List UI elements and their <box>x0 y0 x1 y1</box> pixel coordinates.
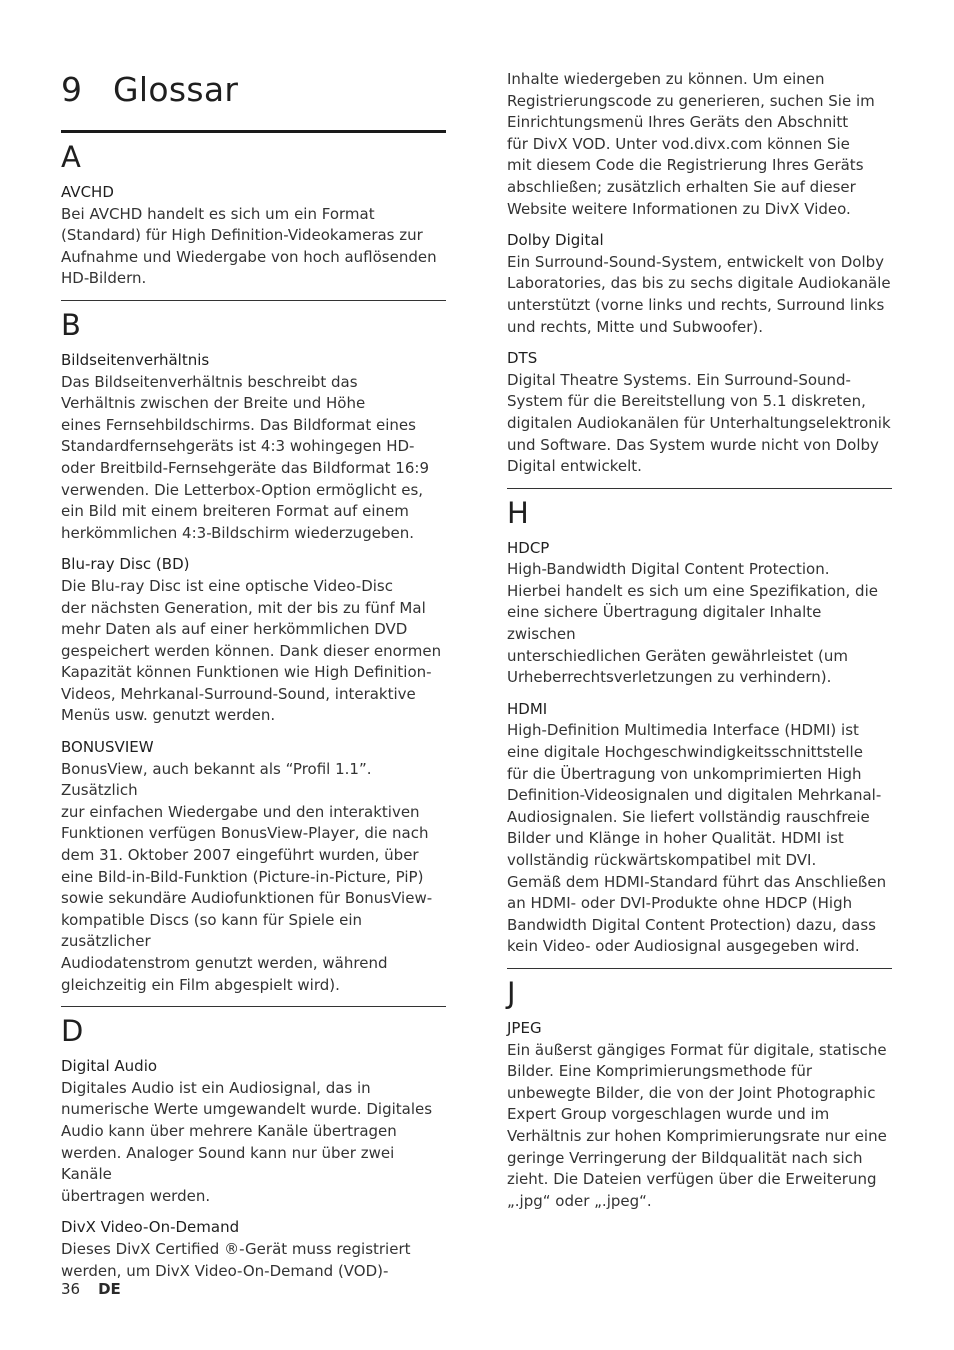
glossary-definition: Bei AVCHD handelt es sich um ein Format (Standard) für High Definition-Videokameras zur Aufnahme und Wiedergabe von hoch auflösenden HD-Bildern. <box>61 204 437 288</box>
glossary-definition: High-Bandwidth Digital Content Protection. Hierbei handelt es sich um eine Spezifikation, die eine sichere Übertragung digitaler Inhalte zwischen unterschiedlichen Geräten gewährleistet (um Urheberrechtsverletzungen zu verhindern). <box>507 560 878 687</box>
glossary-term: DivX Video-On-Demand <box>61 1218 240 1237</box>
glossary-definition: Digitales Audio ist ein Audiosignal, das in numerische Werte umgewandelt wurde. Digitales Audio kann über mehrere Kanäle übertragen werden. Analoger Sound kann nur über zwei Kanäle übertragen werden. <box>61 1078 433 1205</box>
glossary-definition: Ein äußerst gängiges Format für digitale, statische Bilder. Eine Komprimierungsmethode für unbewegte Bilder, die von der Joint Photographic Expert Group vorgeschlagen wurde und im Verhältnis zur hohen Komprimierungsrate nur eine geringe Verringerung der Bildqualität nach sich zieht. Die Dateien verfügen über die Erweiterung „.jpg“ oder „.jpeg“. <box>507 1040 887 1210</box>
glossary-section-j <box>507 977 892 1212</box>
glossary-definition: Das Bildseitenverhältnis beschreibt das Verhältnis zwischen der Breite und Höhe eines Fernsehbildschirms. Das Bildformat eines Standardfernsehgeräts ist 4:3 wohingegen HD- oder Breitbild-Fernsehgeräte das Bildformat 16:9 verwenden. Die Letterbox-Option ermöglicht es, ein Bild mit einem breiteren Format auf einem herkömmlichen 4:3-Bildschirm wiederzugeben. <box>61 372 429 542</box>
glossary-term: HDMI <box>507 699 548 718</box>
glossary-section-a <box>61 141 446 290</box>
glossary-term: Bildseitenverhältnis <box>61 350 210 369</box>
chapter-heading <box>61 72 446 108</box>
chapter-title: Glossar <box>113 70 239 109</box>
glossary-term: Digital Audio <box>61 1057 158 1076</box>
language-code: DE <box>98 1280 121 1298</box>
chapter-rule <box>61 130 446 133</box>
glossary-section-b <box>61 309 446 996</box>
glossary-definition: Ein Surround-Sound-System, entwickelt von Dolby Laboratories, das bis zu sechs digitale Audiokanäle unterstützt (vorne links und rechts, Surround links und rechts, Mitte und Subwoofer). <box>507 252 891 336</box>
glossary-term: BONUSVIEW <box>61 738 154 757</box>
right-column <box>507 69 892 1222</box>
glossary-definition: High-Definition Multimedia Interface (HDMI) ist eine digitale Hochgeschwindigkeitsschnittstelle für die Übertragung von unkomprimierten High Definition-Videosignalen und digitalen Mehrkanal- Audiosignalen. Sie liefert vollständig rauschfreie Bilder und Klänge in hoher Qualität. HDMI ist vollständig rückwärtskompatibel mit DVI. Gemäß dem HDMI-Standard führt das Anschließen an HDMI- oder DVI-Produkte ohne HDCP (High Bandwidth Digital Content Protection) dazu, dass kein Video- oder Audiosignal ausgegeben wird. <box>507 721 887 956</box>
glossary-term: DTS <box>507 349 538 368</box>
page-footer <box>61 1280 121 1298</box>
glossary-term: HDCP <box>507 538 550 557</box>
section-letter: J <box>507 975 516 1010</box>
section-letter: B <box>61 307 81 342</box>
left-column <box>61 0 446 1292</box>
section-letter: H <box>507 495 529 530</box>
glossary-definition: Dieses DivX Certified ®-Gerät muss registriert werden, um DivX Video-On-Demand (VOD)- <box>61 1239 411 1280</box>
section-divider <box>61 300 446 301</box>
section-letter: D <box>61 1014 84 1049</box>
section-divider <box>507 488 892 489</box>
glossary-definition: Inhalte wiedergeben zu können. Um einen Registrierungscode zu generieren, suchen Sie im Einrichtungsmenü Ihres Geräts den Abschnitt für DivX VOD. Unter vod.divx.com können Sie mit diesem Code die Registrierung Ihres Geräts abschließen; zusätzlich erhalten Sie auf dieser Website weitere Informationen zu DivX Video. <box>507 70 875 218</box>
glossary-term: Blu-ray Disc (BD) <box>61 555 190 574</box>
chapter-number: 9 <box>61 70 83 109</box>
page-number: 36 <box>61 1280 81 1298</box>
glossary-section-d-continued <box>507 69 892 478</box>
glossary-definition: BonusView, auch bekannt als “Profil 1.1”. Zusätzlich zur einfachen Wiedergabe und den interaktiven Funktionen verfügen BonusView-Player, die nach dem 31. Oktober 2007 eingeführt wurden, über eine Bild-in-Bild-Funktion (Picture-in-Picture, PiP) sowie sekundäre Audiofunktionen für BonusView- kompatible Discs (so kann für Spiele ein zusätzlicher Audiodatenstrom genutzt werden, während gleichzeitig ein Film abgespielt wird). <box>61 759 433 994</box>
section-letter: A <box>61 140 81 174</box>
glossary-term: AVCHD <box>61 183 114 201</box>
glossary-term: JPEG <box>507 1018 542 1037</box>
glossary-definition: Die Blu-ray Disc ist eine optische Video-Disc der nächsten Generation, mit der bis zu fünf Mal mehr Daten als auf einer herkömmlichen DVD gespeichert werden können. Dank dieser enormen Kapazität können Funktionen wie High Definition- Videos, Mehrkanal-Surround-Sound, interaktive Menüs usw. genutzt werden. <box>61 576 442 725</box>
glossary-definition: Digital Theatre Systems. Ein Surround-Sound- System für die Bereitstellung von 5.1 diskreten, digitalen Audiokanälen für Unterhaltungselektronik und Software. Das System wurde nicht von Dolby Digital entwickelt. <box>507 370 891 476</box>
glossary-section-h <box>507 497 892 958</box>
glossary-section-d <box>61 1015 446 1282</box>
section-divider <box>61 1006 446 1007</box>
section-divider <box>507 968 892 969</box>
glossary-term: Dolby Digital <box>507 231 604 250</box>
